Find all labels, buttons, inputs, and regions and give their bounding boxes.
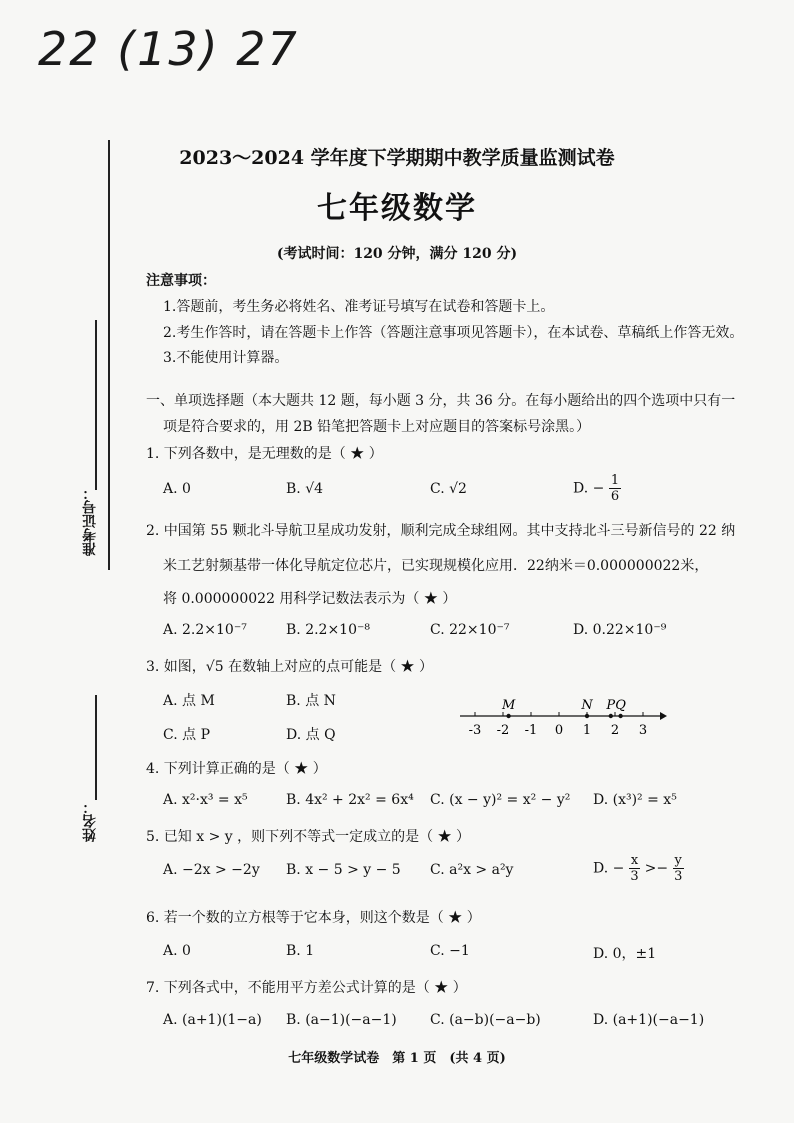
note-item: 1.答题前，考生务必将姓名、准考证号填写在试卷和答题卡上。 xyxy=(163,299,555,315)
q2-option-d: D. 0.22×10⁻⁹ xyxy=(573,622,667,638)
handwritten-score: 22 (13) 27 xyxy=(38,22,299,76)
question-5-stem: 5. 已知 x > y ，则下列不等式一定成立的是（ ★ ） xyxy=(146,829,471,845)
q1-option-a: A. 0 xyxy=(163,481,191,497)
axis-point xyxy=(506,714,510,718)
question-4-stem: 4. 下列计算正确的是（ ★ ） xyxy=(146,761,327,777)
axis-point-label: N xyxy=(581,698,593,713)
q2-option-a: A. 2.2×10⁻⁷ xyxy=(163,622,247,638)
q6-option-b: B. 1 xyxy=(286,943,315,959)
axis-tick-label: 2 xyxy=(610,723,620,738)
subject-title: 七年级数学 xyxy=(317,191,477,226)
page-footer: 七年级数学试卷 第 1 页 (共 4 页) xyxy=(288,1051,506,1066)
q2-option-c: C. 22×10⁻⁷ xyxy=(430,622,510,638)
q1-option-d-fraction xyxy=(609,473,621,504)
q1-option-c: C. √2 xyxy=(430,481,467,497)
q5-option-d-prefix: D. − xyxy=(593,860,625,877)
q5-option-d xyxy=(593,853,684,884)
section-heading: 一、单项选择题（本大题共 12 题，每小题 3 分，共 36 分。在每小题给出的四个选项中只有一 xyxy=(146,393,736,409)
number-line-figure xyxy=(455,696,670,741)
axis-tick-label: -3 xyxy=(468,723,482,738)
fraction-numerator: x xyxy=(630,853,639,868)
greater-than-minus: >− xyxy=(644,860,669,877)
note-item: 2.考生作答时，请在答题卡上作答（答题注意事项见答题卡），在本试卷、草稿纸上作答无效。 xyxy=(163,325,744,341)
q6-option-c: C. −1 xyxy=(430,943,470,959)
axis-tick-label: -2 xyxy=(496,723,510,738)
axis-point-label: P xyxy=(606,698,616,713)
q3-option-d: D. 点 Q xyxy=(286,727,336,743)
axis-tick-label: 1 xyxy=(582,723,592,738)
question-2-stem: 2. 中国第 55 颗北斗导航卫星成功发射，顺利完成全球组网。其中支持北斗三号新信号的 22 纳 xyxy=(146,523,736,539)
fraction-numerator: 1 xyxy=(610,473,620,488)
q3-option-c: C. 点 P xyxy=(163,727,210,743)
fraction-denominator: 3 xyxy=(630,869,639,884)
q3-option-a: A. 点 M xyxy=(163,693,215,709)
axis-point-label: M xyxy=(501,698,516,713)
fraction-denominator: 6 xyxy=(610,489,620,504)
question-6-stem: 6. 若一个数的立方根等于它本身，则这个数是（ ★ ） xyxy=(146,910,481,926)
q4-option-d: D. (x³)² = x⁵ xyxy=(593,792,677,808)
fraction-denominator: 3 xyxy=(674,869,683,884)
q5-fraction-right xyxy=(673,853,684,884)
q7-option-d: D. (a+1)(−a−1) xyxy=(593,1012,705,1028)
admission-number-label: 准考证号： xyxy=(82,486,98,556)
q5-fraction-left xyxy=(629,853,640,884)
fraction-numerator: y xyxy=(674,853,682,868)
axis-arrow xyxy=(660,712,667,720)
question-2-stem-cont: 米工艺射频基带一体化导航定位芯片，已实现规模化应用．22纳米＝0.000000022米， xyxy=(163,558,709,574)
q6-option-a: A. 0 xyxy=(163,943,191,959)
q5-option-a: A. −2x > −2y xyxy=(163,862,260,878)
notes-heading: 注意事项： xyxy=(146,273,216,289)
question-1-stem: 1. 下列各数中，是无理数的是（ ★ ） xyxy=(146,446,383,462)
q2-option-b: B. 2.2×10⁻⁸ xyxy=(286,622,370,638)
q1-option-b: B. √4 xyxy=(286,481,324,497)
question-7-stem: 7. 下列各式中，不能用平方差公式计算的是（ ★ ） xyxy=(146,980,467,996)
q1-option-d-prefix: D. − xyxy=(573,480,605,497)
q7-option-c: C. (a−b)(−a−b) xyxy=(430,1012,541,1028)
q4-option-a: A. x²·x³ = x⁵ xyxy=(163,792,248,808)
q7-option-b: B. (a−1)(−a−1) xyxy=(286,1012,397,1028)
question-2-stem-cont: 将 0.000000022 用科学记数法表示为（ ★ ） xyxy=(163,591,457,607)
question-3-stem: 3. 如图，√5 在数轴上对应的点可能是（ ★ ） xyxy=(146,659,433,675)
axis-tick-label: 0 xyxy=(554,723,564,738)
q5-option-b: B. x − 5 > y − 5 xyxy=(286,862,401,878)
binding-line-middle xyxy=(95,320,97,490)
axis-point xyxy=(585,714,589,718)
name-label: 姓名： xyxy=(82,800,98,842)
exam-title: 2023～2024 学年度下学期期中教学质量监测试卷 xyxy=(179,147,615,169)
q6-option-d: D. 0，±1 xyxy=(593,946,657,962)
q5-option-c: C. a²x > a²y xyxy=(430,862,514,878)
section-heading-cont: 项是符合要求的，用 2B 铅笔把答题卡上对应题目的答案标号涂黑。） xyxy=(163,419,591,435)
axis-point xyxy=(618,714,622,718)
axis-point-label: Q xyxy=(615,698,626,713)
binding-line-lower xyxy=(95,695,97,800)
q3-option-b: B. 点 N xyxy=(286,693,336,709)
exam-info: (考试时间：120 分钟，满分 120 分) xyxy=(276,246,518,262)
q4-option-b: B. 4x² + 2x² = 6x⁴ xyxy=(286,792,414,808)
q7-option-a: A. (a+1)(1−a) xyxy=(163,1012,262,1028)
q4-option-c: C. (x − y)² = x² − y² xyxy=(430,792,571,808)
axis-tick-label: -1 xyxy=(524,723,538,738)
note-item: 3.不能使用计算器。 xyxy=(163,350,289,366)
axis-point xyxy=(609,714,613,718)
axis-tick-label: 3 xyxy=(638,723,648,738)
q1-option-d xyxy=(573,473,621,504)
